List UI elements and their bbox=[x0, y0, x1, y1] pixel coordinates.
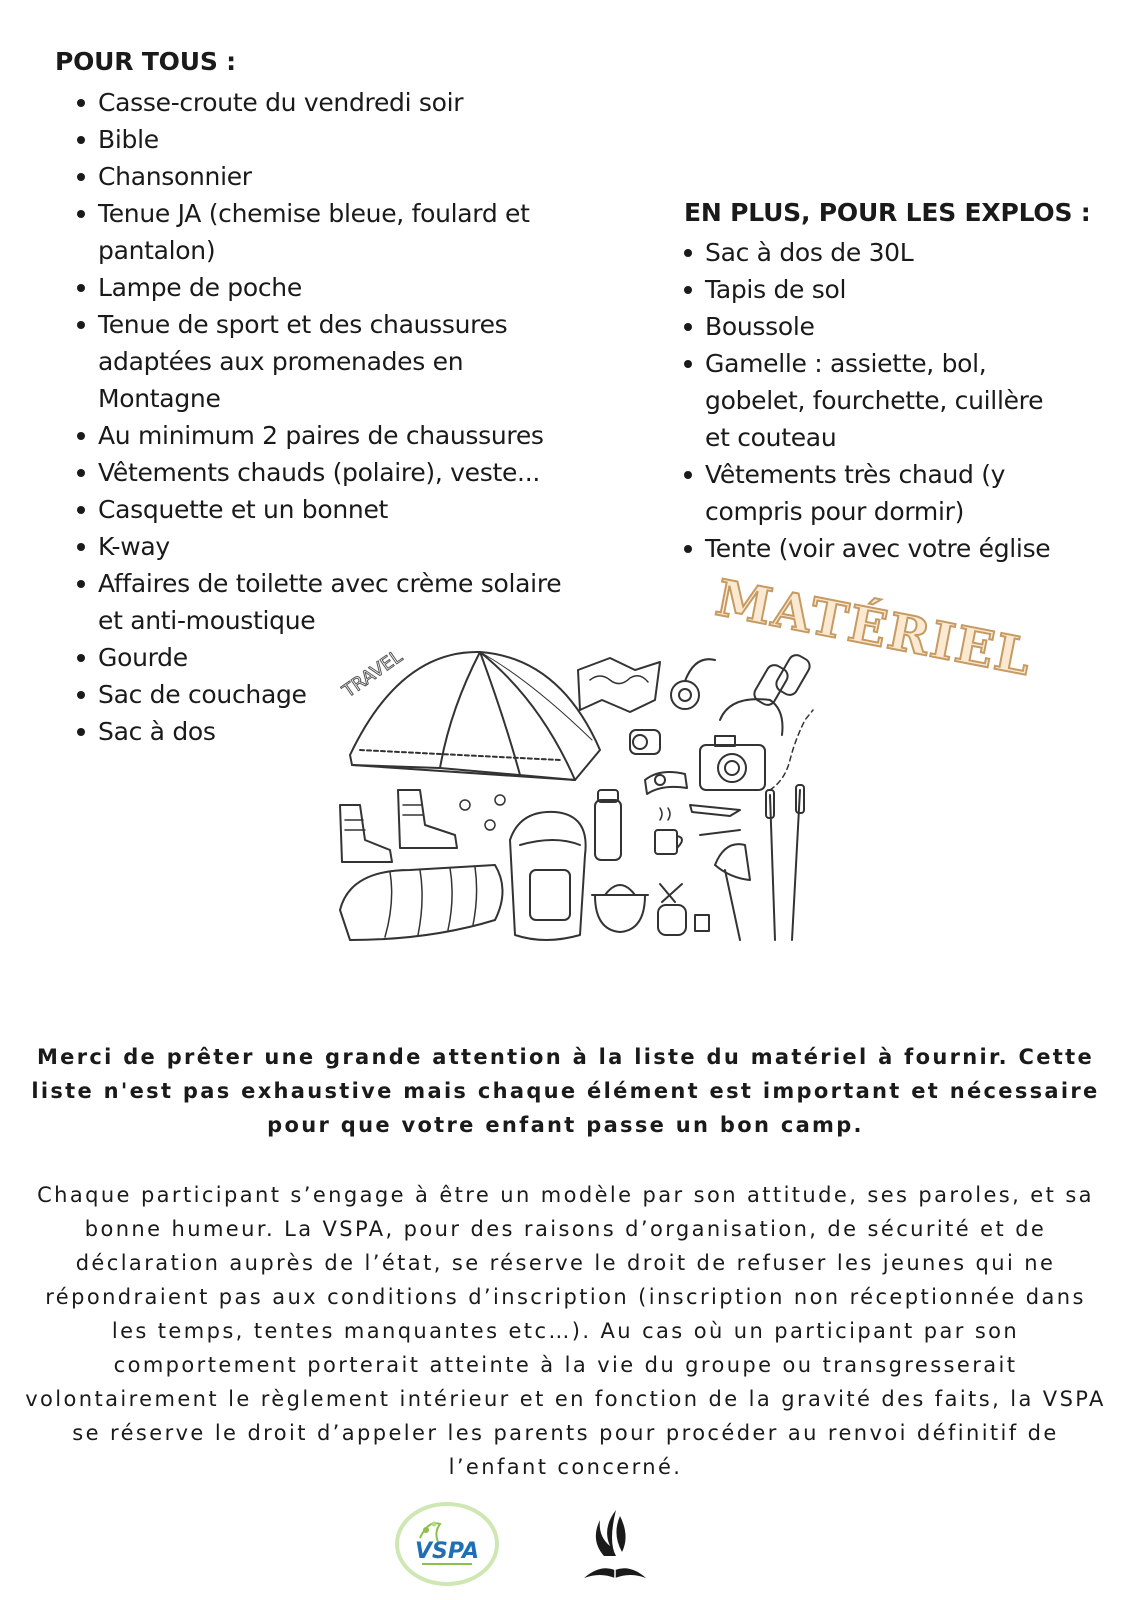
list-item: Chansonnier bbox=[55, 158, 575, 195]
compass-icon bbox=[671, 659, 715, 709]
mug-icon bbox=[655, 808, 682, 854]
list-item: K-way bbox=[55, 528, 575, 565]
headlamp-icon bbox=[645, 772, 687, 794]
map-icon bbox=[578, 658, 660, 712]
list-item: Tenue de sport et des chaussures adaptées aux promenades en Montagne bbox=[55, 306, 575, 417]
axe-icon bbox=[715, 844, 750, 940]
list-item: Vêtements chauds (polaire), veste... bbox=[55, 454, 575, 491]
right-column-title: EN PLUS, POUR LES EXPLOS : bbox=[684, 198, 1091, 227]
list-item: Gourde bbox=[55, 639, 575, 676]
list-item: Boussole bbox=[662, 308, 1062, 345]
list-item: Bible bbox=[55, 121, 575, 158]
list-item: Affaires de toilette avec crème solaire et anti-moustique bbox=[55, 565, 575, 639]
backpack-icon bbox=[510, 812, 586, 940]
list-item: Vêtements très chaud (y compris pour dormir) bbox=[662, 456, 1062, 530]
materiel-stamp-title: MATÉRIEL bbox=[711, 567, 1038, 688]
camping-gear-illustration bbox=[330, 640, 850, 980]
tent-label: TRAVEL bbox=[338, 646, 407, 703]
hiking-boots-icon bbox=[340, 790, 457, 862]
trekking-poles-icon bbox=[766, 785, 804, 940]
right-item-list bbox=[662, 234, 1062, 567]
list-item: Lampe de poche bbox=[55, 269, 575, 306]
rules-notice: Chaque participant s’engage à être un modèle par son attitude, ses paroles, et sa bonne humeur. La VSPA, pour des raisons d’organisation, de sécurité et de déclaration auprès de l’état, se réserve le droit de refuser les jeunes qui ne répondraient pas aux conditions d’inscription (inscription non réceptionnée dans les temps, tentes manquantes etc…). Au cas où un participant par son comportement porterait atteinte à la vie du groupe ou transgresserait volontairement le règlement intérieur et en fonction de la gravité des faits, la VSPA se réserve le droit d’appeler les parents pour procéder au renvoi définitif de l’enfant concerné. bbox=[25, 1183, 1106, 1479]
list-item: Casquette et un bonnet bbox=[55, 491, 575, 528]
trail-path bbox=[770, 710, 813, 790]
vspa-logo bbox=[392, 1500, 502, 1588]
sleeping-bag-icon bbox=[340, 865, 503, 940]
list-item: Au minimum 2 paires de chaussures bbox=[55, 417, 575, 454]
list-item: Casse-croute du vendredi soir bbox=[55, 84, 575, 121]
cooking-pot-icon bbox=[592, 885, 648, 932]
material-notice: Merci de prêter une grande attention à la liste du matériel à fournir. Cette liste n'est pas exhaustive mais chaque élément est important et nécessaire pour que votre enfant passe un bon camp. bbox=[31, 1045, 1100, 1137]
paw-prints-icon bbox=[460, 795, 505, 830]
list-item: Tapis de sol bbox=[662, 271, 1062, 308]
list-item: Gamelle : assiette, bol, gobelet, fourchette, cuillère et couteau bbox=[662, 345, 1062, 456]
adventist-church-logo bbox=[580, 1506, 650, 1582]
list-item: Sac à dos bbox=[55, 713, 575, 750]
list-item: Sac à dos de 30L bbox=[662, 234, 1062, 271]
thermos-icon bbox=[595, 790, 621, 860]
left-column-title: POUR TOUS : bbox=[55, 47, 236, 76]
list-item: Tente (voir avec votre église bbox=[662, 530, 1062, 567]
knife-icon bbox=[690, 805, 740, 835]
flashlight-icon bbox=[630, 730, 660, 754]
vspa-logo-text: VSPA bbox=[414, 1539, 480, 1564]
list-item: Tenue JA (chemise bleue, foulard et pantalon) bbox=[55, 195, 575, 269]
list-item: Sac de couchage bbox=[55, 676, 575, 713]
gas-stove-icon bbox=[658, 884, 709, 935]
camera-icon bbox=[700, 699, 783, 790]
